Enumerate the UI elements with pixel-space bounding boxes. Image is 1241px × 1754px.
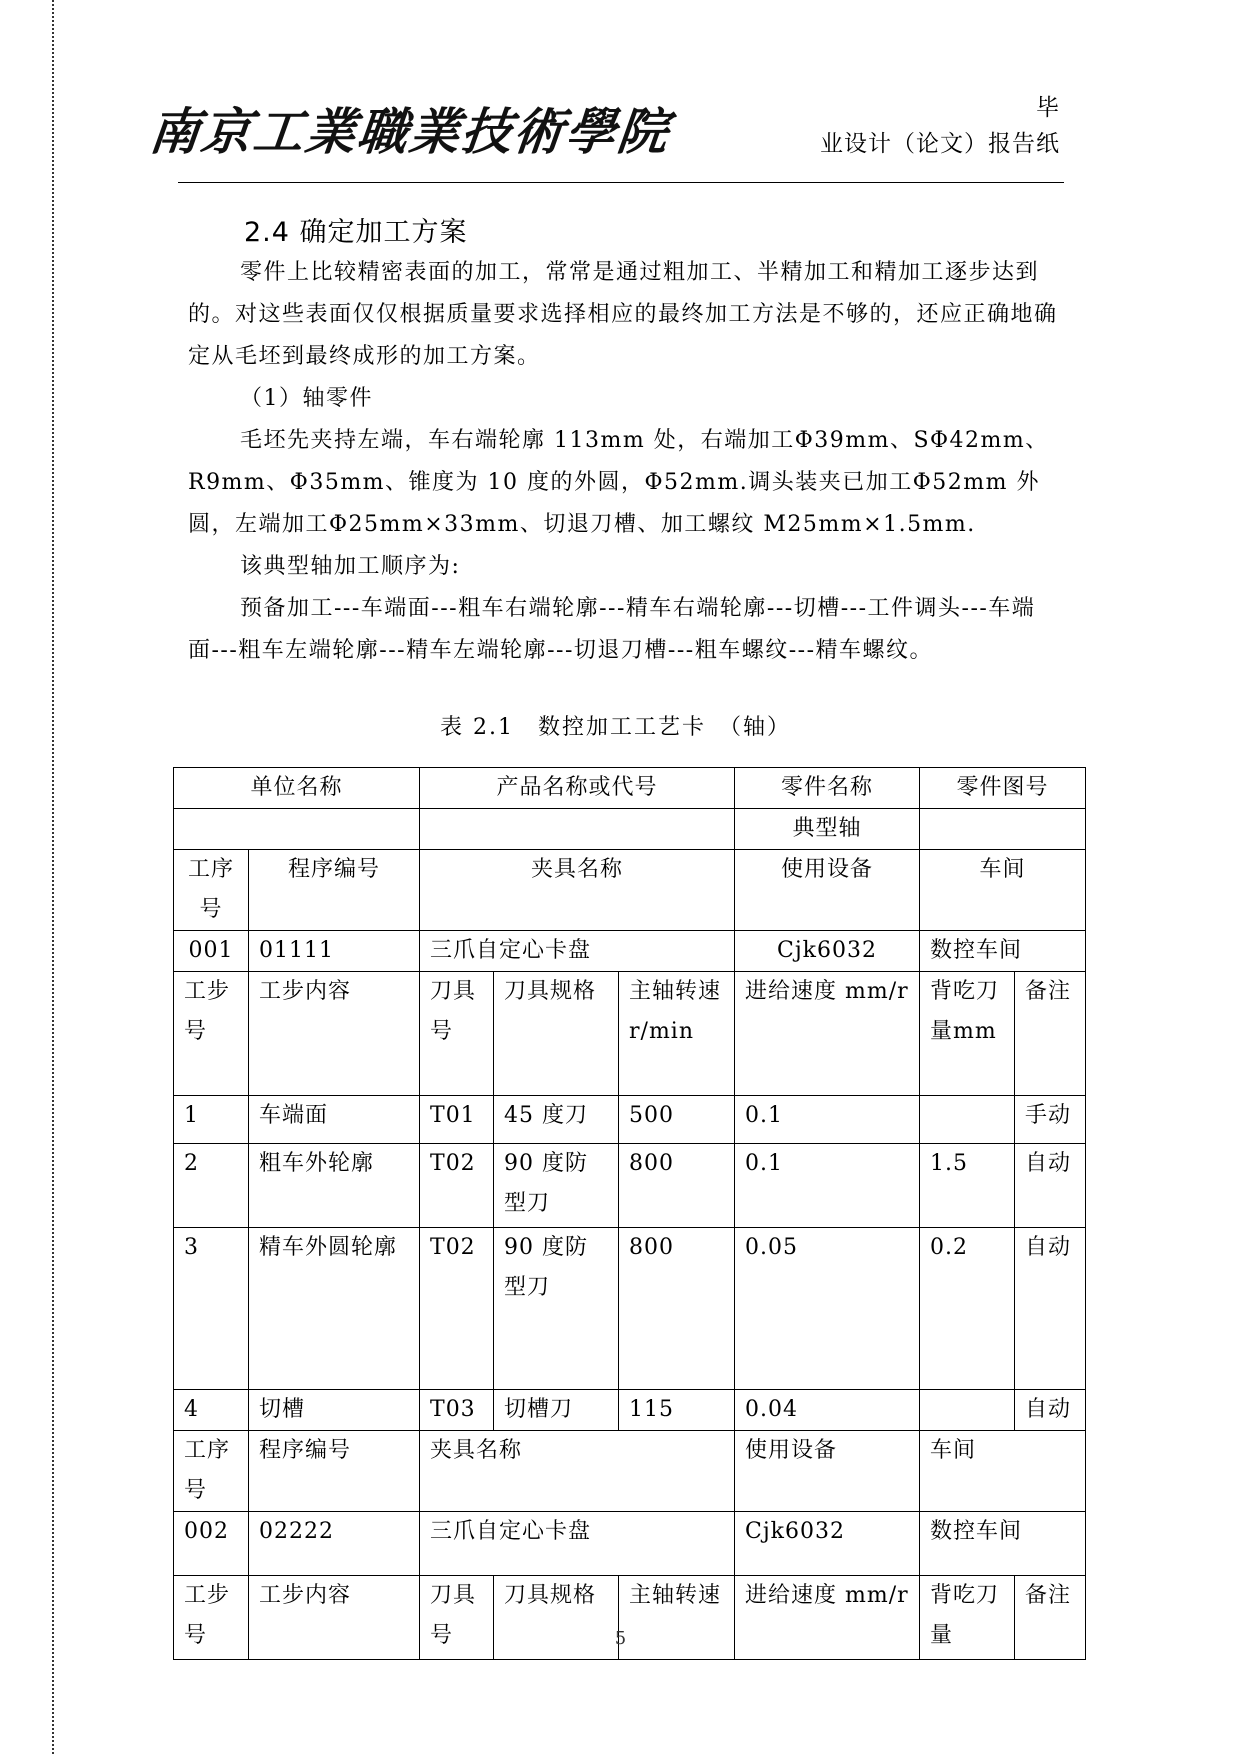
spindle-speed: 800 (619, 1144, 735, 1228)
part-drawing-value (920, 809, 1086, 850)
feed-rate: 0.05 (735, 1228, 920, 1390)
workshop-header-2: 车间 (920, 1431, 1086, 1512)
program-no-value-2: 02222 (249, 1512, 420, 1576)
program-no-value: 01111 (249, 931, 420, 972)
shaft-description-paragraph (188, 420, 1058, 546)
doc-type-label (780, 90, 1060, 162)
feed-rate-header: 进给速度 mm/r (735, 972, 920, 1096)
process-card-table (173, 767, 1086, 1660)
remark: 自动 (1015, 1144, 1086, 1228)
tool-no: T02 (420, 1144, 494, 1228)
table-row (174, 1096, 1086, 1144)
doc-type-line-2: 业设计（论文）报告纸 (820, 131, 1060, 157)
equipment-header: 使用设备 (735, 850, 920, 931)
fixture-header: 夹具名称 (420, 850, 735, 931)
spindle-speed: 800 (619, 1228, 735, 1390)
table-caption: 表 2.1 数控加工工艺卡 （轴） (440, 715, 791, 740)
feed-rate: 0.1 (735, 1096, 920, 1144)
intro-text: 零件上比较精密表面的加工，常常是通过粗加工、半精加工和精加工逐步达到的。对这些表面仅仅根据质量要求选择相应的最终加工方法是不够的，还应正确地确定从毛坯到最终成形的加工方案。 (188, 260, 1058, 369)
unit-name-value (174, 809, 420, 850)
subheading-paragraph (188, 378, 1058, 420)
binding-dotted-line (52, 0, 54, 1754)
order-steps: 预备加工---车端面---粗车右端轮廓---精车右端轮廓---切槽---工件调头---车端面---粗车左端轮廓---精车左端轮廓---切退刀槽---粗车螺纹---精车螺纹。 (188, 596, 1036, 663)
order-intro: 该典型轴加工顺序为: (240, 554, 461, 579)
equipment-header-2: 使用设备 (735, 1431, 920, 1512)
process-no-value: 001 (174, 931, 249, 972)
cut-depth: 0.2 (920, 1228, 1015, 1390)
step-no-header: 工步号 (174, 972, 249, 1096)
tool-no-header-2: 刀具号 (420, 1576, 494, 1660)
cut-depth: 1.5 (920, 1144, 1015, 1228)
step-no: 4 (174, 1390, 249, 1431)
tool-no: T01 (420, 1096, 494, 1144)
header-divider (178, 182, 1064, 183)
feed-rate-header-2: 进给速度 mm/r (735, 1576, 920, 1660)
product-name-header: 产品名称或代号 (420, 768, 735, 809)
workshop-value: 数控车间 (920, 931, 1086, 972)
table-row (174, 850, 1086, 931)
fixture-value: 三爪自定心卡盘 (420, 931, 735, 972)
table-row (174, 1512, 1086, 1576)
fixture-value-2: 三爪自定心卡盘 (420, 1512, 735, 1576)
intro-paragraph (188, 252, 1058, 378)
step-no: 3 (174, 1228, 249, 1390)
equipment-value-2: Cjk6032 (735, 1512, 920, 1576)
part-name-value: 典型轴 (735, 809, 920, 850)
section-title: 2.4 确定加工方案 (244, 217, 468, 248)
tool-spec: 45 度刀 (494, 1096, 619, 1144)
part-name-header: 零件名称 (735, 768, 920, 809)
process-no-header-2: 工序号 (174, 1431, 249, 1512)
tool-no-header: 刀具号 (420, 972, 494, 1096)
step-content: 车端面 (249, 1096, 420, 1144)
remark: 手动 (1015, 1096, 1086, 1144)
table-row (174, 931, 1086, 972)
spindle-speed: 115 (619, 1390, 735, 1431)
step-no: 1 (174, 1096, 249, 1144)
part-drawing-header: 零件图号 (920, 768, 1086, 809)
remark: 自动 (1015, 1228, 1086, 1390)
step-content-header: 工步内容 (249, 972, 420, 1096)
shaft-subheading: （1）轴零件 (240, 386, 373, 411)
shaft-description: 毛坯先夹持左端，车右端轮廓 113mm 处，右端加工Φ39mm、SΦ42mm、R9mm、Φ35mm、锥度为 10 度的外圆，Φ52mm.调头装夹已加工Φ52mm 外圆，左端加工Φ25mm×33mm、切退刀槽、加工螺纹 M25mm×1.5mm. (188, 428, 1049, 537)
remark-header: 备注 (1015, 972, 1086, 1096)
remark: 自动 (1015, 1390, 1086, 1431)
feed-rate: 0.1 (735, 1144, 920, 1228)
table-row (174, 1390, 1086, 1431)
step-content-header-2: 工步内容 (249, 1576, 420, 1660)
order-intro-paragraph (188, 546, 1058, 588)
tool-spec-header-2: 刀具规格 (494, 1576, 619, 1660)
fixture-header-2: 夹具名称 (420, 1431, 735, 1512)
tool-spec: 90 度防型刀 (494, 1228, 619, 1390)
step-no: 2 (174, 1144, 249, 1228)
step-content: 精车外圆轮廓 (249, 1228, 420, 1390)
spindle-speed: 500 (619, 1096, 735, 1144)
table-row (174, 972, 1086, 1096)
workshop-header: 车间 (920, 850, 1086, 931)
tool-spec-header: 刀具规格 (494, 972, 619, 1096)
cut-depth (920, 1096, 1015, 1144)
spindle-speed-header: 主轴转速r/min (619, 972, 735, 1096)
feed-rate: 0.04 (735, 1390, 920, 1431)
table-row (174, 768, 1086, 809)
tool-spec: 切槽刀 (494, 1390, 619, 1431)
process-no-header: 工序号 (174, 850, 249, 931)
spindle-speed-header-2: 主轴转速 (619, 1576, 735, 1660)
equipment-value: Cjk6032 (735, 931, 920, 972)
step-content: 切槽 (249, 1390, 420, 1431)
table-row (174, 1144, 1086, 1228)
doc-type-line-1: 毕 (1036, 95, 1060, 121)
remark-header-2: 备注 (1015, 1576, 1086, 1660)
cut-depth (920, 1390, 1015, 1431)
cut-depth-header-2: 背吃刀量 (920, 1576, 1015, 1660)
school-logo: 南京工業職業技術學院 (146, 102, 673, 161)
table-row (174, 1431, 1086, 1512)
cut-depth-header: 背吃刀量mm (920, 972, 1015, 1096)
tool-no: T03 (420, 1390, 494, 1431)
order-steps-paragraph (188, 588, 1058, 672)
step-no-header-2: 工步号 (174, 1576, 249, 1660)
tool-no: T02 (420, 1228, 494, 1390)
step-content: 粗车外轮廓 (249, 1144, 420, 1228)
product-name-value (420, 809, 735, 850)
unit-name-header: 单位名称 (174, 768, 420, 809)
tool-spec: 90 度防型刀 (494, 1144, 619, 1228)
page-number: 5 (614, 1628, 627, 1649)
process-no-value-2: 002 (174, 1512, 249, 1576)
table-row (174, 809, 1086, 850)
program-no-header: 程序编号 (249, 850, 420, 931)
program-no-header-2: 程序编号 (249, 1431, 420, 1512)
table-row (174, 1228, 1086, 1390)
workshop-value-2: 数控车间 (920, 1512, 1086, 1576)
